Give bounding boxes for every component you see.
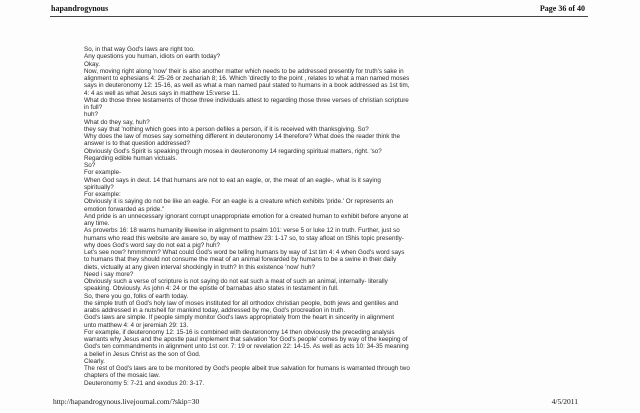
text-line: says in deuteronomy 12: 15-16, as well as what a man named paul stated to humans in a book addressed as 1st tim, bbox=[84, 82, 410, 90]
text-line: arabs addressed in a nutshell for mankind today, addressed by me, God's procreation in truth. bbox=[84, 307, 346, 314]
header-site-name: hapandrogynous bbox=[51, 4, 109, 13]
text-line: huh? bbox=[84, 111, 99, 119]
text-line: spiritually? bbox=[84, 183, 114, 191]
text-line: Regarding edible human victuals. bbox=[84, 154, 178, 162]
text-line: So, there you go, folks of earth today. bbox=[84, 292, 189, 300]
text-line: warrants why Jesus and the apostle paul implement that salvation 'for God's people' comes by way of the keeping of bbox=[84, 336, 408, 343]
text-line: And pride is an unnecessary ignorant corrupt unappropriate emotion for a created human to exhibit before anyone at bbox=[84, 212, 409, 220]
text-line: Obviously it is saying do not be like an eagle. For an eagle is a creature which exhibits 'pride.' Or represents an bbox=[84, 198, 394, 206]
text-line: Now, moving right along 'now' their is also another matter which needs to be addressed presently for truth's sake in bbox=[84, 67, 404, 75]
text-line: As proverbs 16: 18 warns humanity likewise in alignment to psalm 101: verse 5 or luke 12 in truth. Further, just so bbox=[84, 227, 400, 235]
text-line: What do they say, huh? bbox=[84, 118, 150, 126]
header-page-number: Page 36 of 40 bbox=[539, 4, 585, 13]
text-line: unto matthew 4: 4 or jeremiah 29: 13. bbox=[84, 321, 189, 329]
text-line: So? bbox=[84, 162, 96, 169]
text-line: God's ten commandments in alignment unto 1st cor. 7: 19 or revelation 22: 14-15. As well as acts 10: 34-35 meaning bbox=[84, 343, 409, 351]
text-line: For example, if deuteronomy 12: 15-16 is combined with deuteronomy 14 then obviously the preceding analysis bbox=[84, 328, 395, 336]
text-line: a belief in Jesus Christ as the son of God. bbox=[84, 350, 201, 358]
text-line: Why does the law of moses say something different in deuteronomy 14 therefore? What does the reader think the bbox=[84, 133, 400, 140]
document-body bbox=[84, 46, 578, 387]
text-line: 4: 4 as well as what Jesus says in matthew 15:verse 11. bbox=[84, 89, 240, 97]
text-line: For example: bbox=[84, 191, 121, 198]
text-line: emotion forwarded as pride." bbox=[84, 205, 165, 213]
text-line: Any questions you human, idiots on earth today? bbox=[84, 53, 221, 61]
text-line: chapters of the mosaic law. bbox=[84, 372, 160, 380]
text-line: When God says in deut. 14 that humans are not to eat an eagle, or, the meat of an eagle-, what is it saying bbox=[84, 176, 381, 184]
text-line: Deuteronomy 5: 7-21 and exodus 20: 3-17. bbox=[84, 379, 205, 387]
header-divider bbox=[50, 16, 588, 17]
text-line: The rest of God's laws are to be monitored by God's people albeit true salvation for humans is warranted through two bbox=[84, 365, 410, 372]
footer-date: 4/5/2011 bbox=[551, 397, 578, 406]
text-line: Clearly. bbox=[84, 357, 105, 365]
text-line: Let's see now? hmmmmm? What could God's word be telling humans by way of 1st tim 4: 4 when God's word says bbox=[84, 249, 405, 256]
text-line: alignment to ephesians 4: 25-26 or zechariah 8; 16. Which 'directly to the point , relates to what a man named moses bbox=[84, 75, 410, 82]
text-line: they say that 'nothing which goes into a person defiles a person, if it is received with thanksgiving. So? bbox=[84, 125, 369, 133]
text-line: answer is to that question addressed? bbox=[84, 140, 191, 148]
text-line: Okay. bbox=[84, 60, 100, 68]
text-line: why does God's word say do not eat a pig? huh? bbox=[84, 241, 220, 249]
text-line: For example- bbox=[84, 169, 122, 177]
footer-url: http://hapandrogynous.livejournal.com/?skip=30 bbox=[53, 397, 200, 406]
text-line: What do those three testaments of those three individuals attest to regarding those three verses of christian scripture bbox=[84, 96, 409, 104]
text-line: humans who read this website are aware so, by way of matthew 23: 1-17 so, to stay afloat on tShis topic presently- bbox=[84, 234, 404, 242]
text-line: Obviously God's Spirit is speaking through mosea in deuteronomy 14 regarding spiritual matters, right. 'so? bbox=[84, 147, 382, 155]
text-line: God's laws are simple. If people simply monitor God's laws appropriately from the heart in sincerity in alignment bbox=[84, 314, 395, 322]
text-line: Need i say more? bbox=[84, 270, 134, 278]
text-line: to humans that they should not consume the meat of an animal forwarded by humans to be a swine in their daily bbox=[84, 256, 397, 264]
text-line: diets, victually at any given interval shockingly in truth? In this existence 'now' huh? bbox=[84, 263, 315, 271]
text-line: speaking. Obviously. As john 4: 24 or the epistle of barnabas also states in testament in full. bbox=[84, 285, 339, 293]
text-line: in full? bbox=[84, 104, 103, 111]
text-line: any time. bbox=[84, 220, 110, 227]
text-line: the simple truth of God's holy law of moses instituted for all orthodox christian people, both jews and gentiles and bbox=[84, 299, 399, 307]
text-line: So, in that way God's laws are right too. bbox=[84, 46, 195, 53]
text-line: Obviously such a verse of scripture is not saying do not eat such a meat of such an animal, internally- literally bbox=[84, 278, 388, 285]
